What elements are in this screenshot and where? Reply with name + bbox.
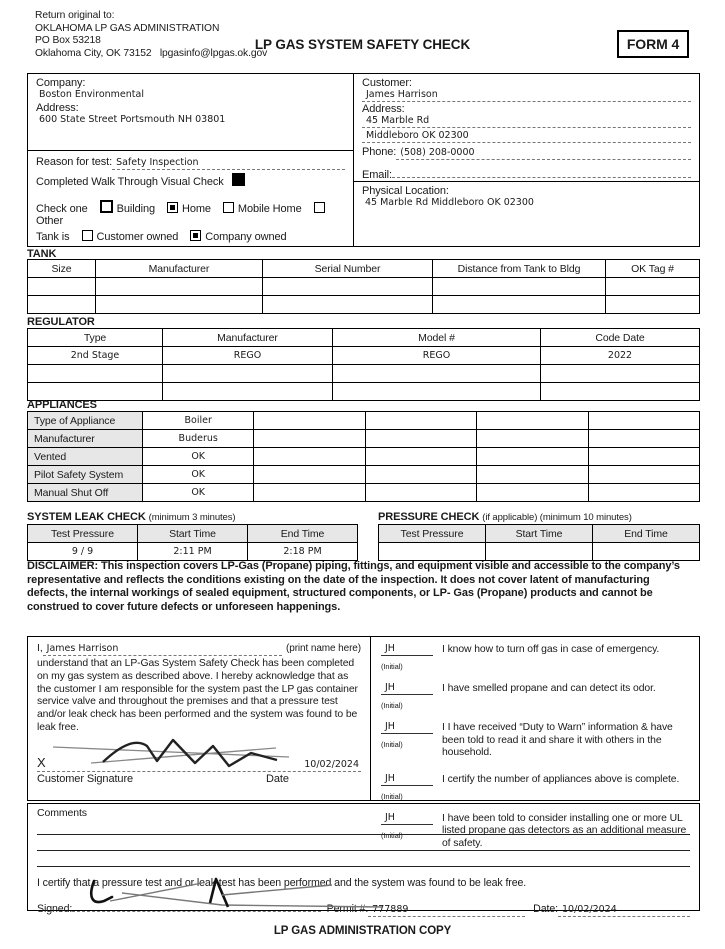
statement-item	[381, 682, 691, 713]
return-line: Return original to:	[35, 10, 115, 21]
return-line: Oklahoma City, OK 73152 lpgasinfo@lpgas.ok.gov	[35, 47, 268, 59]
permit-field[interactable]: 777889	[368, 904, 525, 917]
printed-name-field[interactable]: James Harrison	[43, 643, 282, 656]
initial-block[interactable]	[381, 643, 433, 674]
print-name-hint: (print name here)	[286, 643, 361, 654]
initial-field[interactable]: JH	[381, 721, 433, 734]
check-one-row	[36, 200, 345, 227]
initial-caption: (Initial)	[381, 662, 403, 671]
regulator-section-label: REGULATOR	[27, 316, 95, 328]
initial-field[interactable]: JH	[381, 773, 433, 786]
home-checkbox[interactable]	[167, 202, 178, 213]
reason-label: Reason for test:	[36, 156, 113, 168]
reason-field[interactable]: Safety Inspection	[112, 157, 345, 170]
tank-row	[28, 296, 700, 314]
customer-field[interactable]: James Harrison	[362, 89, 691, 102]
walkthrough-label: Completed Walk Through Visual Check	[36, 176, 224, 188]
pressure-col-end: End Time	[593, 525, 700, 543]
appliance-row-label: Vented	[28, 448, 143, 466]
regulator-cell[interactable]	[333, 383, 541, 401]
appliance-cell[interactable]	[588, 466, 699, 484]
return-line: OKLAHOMA LP GAS ADMINISTRATION	[35, 22, 220, 34]
tank-cell[interactable]	[433, 296, 606, 314]
customer-owned-checkbox[interactable]	[82, 230, 93, 241]
initial-caption: (Initial)	[381, 701, 403, 710]
email-row	[362, 165, 691, 181]
appliances-section-label: APPLIANCES	[27, 399, 97, 411]
tank-col-distance: Distance from Tank to Bldg	[433, 260, 606, 278]
appliance-cell[interactable]	[365, 430, 476, 448]
regulator-manufacturer-cell[interactable]: REGO	[163, 347, 333, 365]
regulator-cell[interactable]	[28, 365, 163, 383]
mobile-home-checkbox[interactable]	[223, 202, 234, 213]
home-label: Home	[181, 203, 211, 215]
appliance-cell[interactable]	[588, 484, 699, 502]
tank-cell[interactable]	[28, 278, 96, 296]
appliance-cell[interactable]	[254, 430, 365, 448]
appliance-row-label: Pilot Safety System	[28, 466, 143, 484]
tank-cell[interactable]	[606, 296, 700, 314]
appliance-row-label: Type of Appliance	[28, 412, 143, 430]
top-info-box	[27, 73, 700, 247]
initial-field[interactable]: JH	[381, 812, 433, 825]
pressure-start-cell[interactable]	[486, 543, 593, 561]
company-column	[28, 74, 354, 246]
acknowledgement-body: understand that an LP-Gas System Safety Check has been completed on my gas system as described above. I hereby acknowledge that as the customer I am responsible for the system past the LP gas container service valve and throughout the premises and that a pressure test and/or leak check has been performed and the system was found to be leak free.	[37, 658, 358, 733]
appliance-row-manufacturer	[28, 430, 700, 448]
customer-address1-field[interactable]: 45 Marble Rd	[362, 115, 691, 128]
pressure-end-cell[interactable]	[593, 543, 700, 561]
tank-header-row	[28, 260, 700, 278]
regulator-model-cell[interactable]: REGO	[333, 347, 541, 365]
initial-caption: (Initial)	[381, 830, 403, 840]
company-field[interactable]: Boston Environmental	[39, 89, 144, 100]
initial-block[interactable]	[381, 773, 433, 804]
company-owned-label: Company owned	[205, 231, 287, 243]
i-label: I,	[37, 642, 43, 654]
customer-column	[354, 74, 699, 246]
appliances-table	[27, 411, 700, 502]
appliance-cell[interactable]	[477, 412, 588, 430]
statement-item	[381, 721, 691, 760]
appliance-cell[interactable]	[365, 466, 476, 484]
appliance-vented-cell[interactable]: OK	[143, 448, 254, 466]
appliance-row-type	[28, 412, 700, 430]
tank-row	[28, 278, 700, 296]
tank-cell[interactable]	[28, 296, 96, 314]
appliance-row-label: Manual Shut Off	[28, 484, 143, 502]
tank-col-manufacturer: Manufacturer	[96, 260, 263, 278]
tank-cell[interactable]	[96, 278, 263, 296]
phone-field[interactable]: (508) 208-0000	[396, 147, 691, 160]
appliance-cell[interactable]	[477, 430, 588, 448]
permit-label: Permit #:	[326, 903, 369, 915]
comments-line[interactable]	[37, 819, 690, 835]
customer-owned-label: Customer owned	[96, 231, 179, 243]
company-address-label: Address:	[36, 102, 79, 114]
regulator-col-type: Type	[28, 329, 163, 347]
regulator-header-row	[28, 329, 700, 347]
x-label: X	[37, 754, 46, 770]
certify-text: I certify that a pressure test and or leak test has been performed and the system was found to be leak free.	[37, 877, 527, 889]
leak-value-row	[28, 543, 358, 561]
reason-row	[36, 156, 345, 170]
signature-labels-row	[37, 773, 361, 785]
disclaimer-text: DISCLAIMER: This inspection covers LP-Gas (Propane) piping, fittings, and equipment visible and accessible to the company’s representative and reflects the conditions existing on the date of the inspection. It does not cover latent of manufacturing defects, the internal workings of sealed equipment, structured components, or LP- Gas (Propane) products and cannot be construed to cover future defects or unforeseen happenings.	[27, 560, 680, 613]
company-address-field[interactable]: 600 State Street Portsmouth NH 03801	[39, 114, 226, 125]
building-label: Building	[116, 203, 156, 215]
pressure-pressure-cell[interactable]	[379, 543, 486, 561]
customer-signature-scribble	[51, 733, 311, 773]
comments-line[interactable]	[37, 835, 690, 851]
tank-cell[interactable]	[606, 278, 700, 296]
appliance-cell[interactable]	[254, 484, 365, 502]
tank-is-row	[36, 230, 345, 243]
other-label: Other	[36, 215, 64, 227]
leak-end-cell[interactable]: 2:18 PM	[248, 543, 358, 561]
tank-col-oktag: OK Tag #	[606, 260, 700, 278]
physical-location-field[interactable]: 45 Marble Rd Middleboro OK 02300	[365, 197, 534, 208]
phone-row	[362, 146, 691, 160]
regulator-cell[interactable]	[163, 383, 333, 401]
tank-col-serial: Serial Number	[263, 260, 433, 278]
comments-line[interactable]	[37, 851, 690, 867]
pressure-header-row	[379, 525, 700, 543]
pressure-value-row	[379, 543, 700, 561]
statement-item	[381, 773, 691, 804]
signed-field[interactable]	[72, 910, 320, 912]
regulator-cell[interactable]	[163, 365, 333, 383]
regulator-table	[27, 328, 700, 401]
appliance-row-label: Manufacturer	[28, 430, 143, 448]
return-address-block	[35, 10, 267, 60]
appliance-shutoff-cell[interactable]: OK	[143, 484, 254, 502]
company-label: Company:	[36, 77, 86, 89]
appliance-cell[interactable]	[588, 430, 699, 448]
statement-text: I have been told to consider installing one or more UL listed propane gas detectors as an additional measure of safety.	[442, 812, 687, 849]
appliance-cell[interactable]	[588, 448, 699, 466]
phone-label: Phone:	[362, 146, 397, 158]
tank-cell[interactable]	[263, 296, 433, 314]
date-label: Date	[266, 772, 289, 785]
appliance-cell[interactable]	[477, 484, 588, 502]
leak-col-end: End Time	[248, 525, 358, 543]
statement-text: I have smelled propane and can detect its odor.	[442, 683, 656, 694]
customer-section	[354, 74, 699, 182]
appliance-cell[interactable]	[365, 412, 476, 430]
initial-caption: (Initial)	[381, 791, 403, 801]
check-one-label: Check one	[36, 203, 88, 215]
appliance-cell[interactable]	[254, 412, 365, 430]
customer-label: Customer:	[362, 77, 412, 89]
page-title: LP GAS SYSTEM SAFETY CHECK	[254, 37, 471, 52]
tank-cell[interactable]	[433, 278, 606, 296]
reason-section	[28, 151, 353, 246]
initial-block[interactable]	[381, 721, 433, 760]
leak-col-start: Start Time	[138, 525, 248, 543]
regulator-col-codedate: Code Date	[541, 329, 700, 347]
email-label: Email:	[362, 169, 392, 181]
tank-table	[27, 259, 700, 314]
appliance-pilot-cell[interactable]: OK	[143, 466, 254, 484]
permit-date-field[interactable]: 10/02/2024	[558, 904, 690, 917]
statement-text: I know how to turn off gas in case of emergency.	[442, 644, 660, 655]
regulator-type-cell[interactable]: 2nd Stage	[28, 347, 163, 365]
appliance-cell[interactable]	[477, 466, 588, 484]
initial-field[interactable]: JH	[381, 643, 433, 656]
tank-col-size: Size	[28, 260, 96, 278]
regulator-row	[28, 383, 700, 401]
leak-check-title: SYSTEM LEAK CHECK	[27, 511, 146, 523]
company-section	[28, 74, 353, 151]
comments-box	[27, 803, 700, 915]
walkthrough-checkbox[interactable]	[232, 173, 245, 186]
appliance-manufacturer-cell[interactable]: Buderus	[143, 430, 254, 448]
signature-date-field[interactable]: 10/02/2024	[304, 758, 359, 770]
other-checkbox[interactable]	[314, 202, 325, 213]
appliance-cell[interactable]	[254, 466, 365, 484]
regulator-col-manufacturer: Manufacturer	[163, 329, 333, 347]
regulator-codedate-cell[interactable]: 2022	[541, 347, 700, 365]
leak-col-pressure: Test Pressure	[28, 525, 138, 543]
customer-address-label: Address:	[362, 103, 405, 115]
pressure-check-heading	[378, 511, 632, 523]
appliance-cell[interactable]	[477, 448, 588, 466]
permit-date-label: Date:	[533, 903, 558, 915]
signed-row	[37, 903, 690, 917]
appliance-cell[interactable]	[365, 448, 476, 466]
leak-check-table	[27, 524, 358, 561]
leak-check-heading	[27, 511, 235, 523]
building-checkbox[interactable]	[100, 200, 113, 213]
signed-label: Signed:	[37, 903, 73, 915]
customer-signature-label: Customer Signature	[37, 772, 134, 785]
appliance-type-cell[interactable]: Boiler	[143, 412, 254, 430]
customer-signature-area[interactable]	[37, 737, 361, 772]
walkthrough-row	[36, 173, 345, 188]
appliance-cell[interactable]	[254, 448, 365, 466]
customer-address2-field[interactable]: Middleboro OK 02300	[362, 128, 691, 143]
statement-item	[381, 643, 691, 674]
regulator-cell[interactable]	[28, 383, 163, 401]
leak-header-row	[28, 525, 358, 543]
leak-check-note: (minimum 3 minutes)	[148, 512, 236, 523]
regulator-col-model: Model #	[333, 329, 541, 347]
appliance-row-shutoff	[28, 484, 700, 502]
leak-start-cell[interactable]: 2:11 PM	[138, 543, 248, 561]
tank-is-label: Tank is	[36, 231, 70, 243]
physical-location-section	[354, 182, 699, 246]
regulator-cell[interactable]	[333, 365, 541, 383]
appliance-row-vented	[28, 448, 700, 466]
statement-text: I certify the number of appliances above is complete.	[442, 773, 680, 785]
pressure-check-note: (if applicable) (minimum 10 minutes)	[482, 512, 632, 523]
return-email: lpgasinfo@lpgas.ok.gov	[159, 47, 268, 59]
mobile-home-label: Mobile Home	[237, 203, 302, 215]
pressure-check-table	[378, 524, 700, 561]
pressure-col-pressure: Test Pressure	[379, 525, 486, 543]
statement-text: I I have received “Duty to Warn” information & have been told to read it and share it with others in the household.	[442, 722, 673, 758]
tank-section-label: TANK	[27, 248, 57, 260]
initial-block[interactable]	[381, 682, 433, 713]
comments-label: Comments	[37, 807, 87, 819]
email-field[interactable]	[392, 165, 691, 178]
company-owned-checkbox[interactable]	[190, 230, 201, 241]
pressure-check-title: PRESSURE CHECK	[378, 511, 480, 523]
footer-copy-label: LP GAS ADMINISTRATION COPY	[273, 925, 452, 937]
appliance-row-pilot	[28, 466, 700, 484]
tank-cell[interactable]	[96, 296, 263, 314]
form-number-badge: FORM 4	[617, 30, 689, 58]
return-line: PO Box 53218	[35, 35, 101, 46]
tank-cell[interactable]	[263, 278, 433, 296]
pressure-col-start: Start Time	[486, 525, 593, 543]
initial-field[interactable]: JH	[381, 682, 433, 695]
physical-location-label: Physical Location:	[362, 185, 449, 197]
print-name-row	[37, 642, 361, 656]
regulator-row	[28, 347, 700, 365]
regulator-cell[interactable]	[541, 365, 700, 383]
appliance-cell[interactable]	[588, 412, 699, 430]
regulator-cell[interactable]	[541, 383, 700, 401]
appliance-cell[interactable]	[365, 484, 476, 502]
initial-caption: (Initial)	[381, 740, 403, 749]
acknowledgement-right	[371, 637, 699, 849]
regulator-row	[28, 365, 700, 383]
leak-pressure-cell[interactable]: 9 / 9	[28, 543, 138, 561]
acknowledgement-left	[28, 637, 371, 800]
